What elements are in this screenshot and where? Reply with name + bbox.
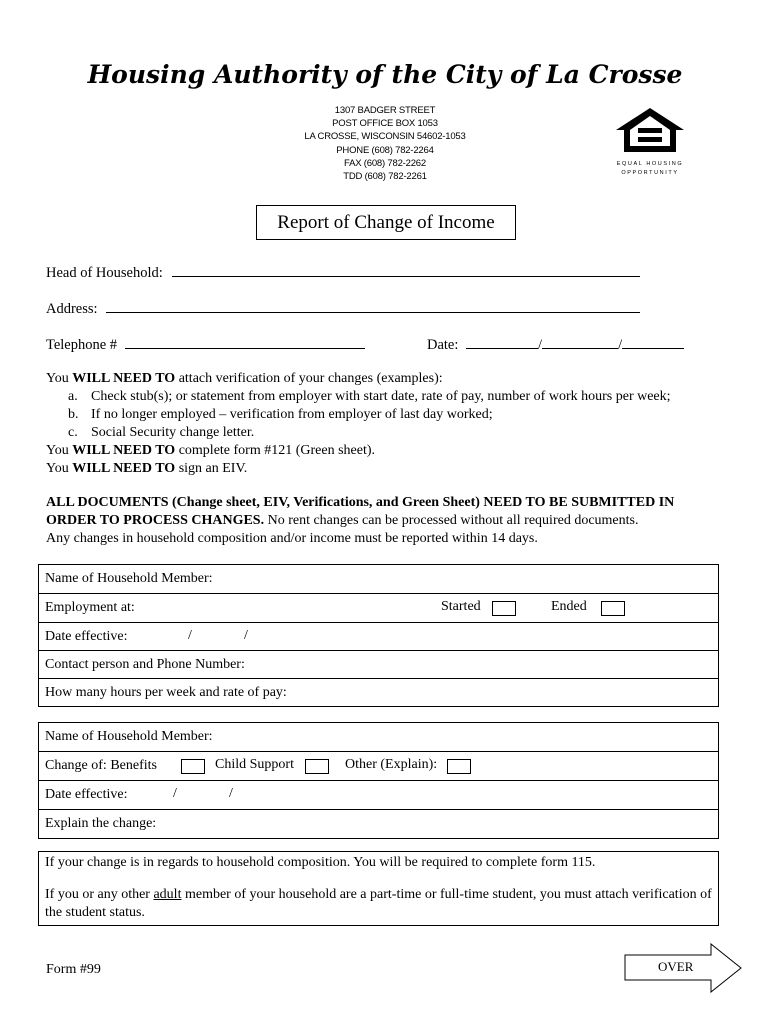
list-marker: b. — [68, 407, 79, 422]
logo-caption-2: OPPORTUNITY — [621, 170, 679, 176]
table-row — [39, 623, 718, 651]
address-line: 1307 BADGER STREET — [334, 105, 436, 116]
student-note — [45, 886, 712, 922]
org-title: Housing Authority of the City of La Crosse — [87, 60, 683, 89]
date-row — [427, 334, 684, 354]
address-line: LA CROSSE, WISCONSIN 54602-1053 — [304, 131, 466, 143]
benefits-checkbox[interactable] — [181, 759, 205, 774]
notice-line: Any changes in household composition and/or income must be reported within 14 days. — [46, 531, 538, 546]
date-separator: / — [618, 337, 623, 353]
head-of-household-field[interactable] — [172, 262, 640, 277]
composition-line: If your change is in regards to household composition. You will be required to complete form 115. — [45, 855, 596, 870]
head-of-household-row — [46, 262, 640, 282]
other-checkbox[interactable] — [447, 759, 471, 774]
address-row — [46, 298, 640, 318]
equal-housing-house-icon — [612, 106, 688, 154]
list-marker: c. — [68, 425, 78, 440]
notice-paragraph — [46, 494, 726, 530]
date-effective-label: Date effective: — [45, 787, 128, 802]
list-text: If no longer employed – verification from employer of last day worked; — [91, 407, 493, 422]
date-slash: / — [173, 786, 177, 801]
over-label: OVER — [658, 959, 694, 974]
member-name-label: Name of Household Member: — [45, 729, 213, 744]
instruction-text: attach verification of your changes (examples): — [175, 371, 443, 386]
table-row — [39, 752, 718, 781]
over-arrow — [624, 943, 744, 993]
change-table — [38, 722, 719, 839]
verification-list — [46, 388, 736, 442]
address-line: TDD (608) 782-2261 — [343, 171, 427, 183]
date-month-field[interactable] — [466, 334, 538, 349]
explain-label: Explain the change: — [45, 816, 157, 831]
child-support-checkbox[interactable] — [305, 759, 329, 774]
address-line: FAX (608) 782-2262 — [344, 157, 426, 169]
address-field[interactable] — [106, 298, 640, 313]
child-support-label: Child Support — [215, 757, 294, 772]
date-year-field[interactable] — [622, 334, 684, 349]
instruction-text: sign an EIV. — [175, 461, 248, 476]
instruction-bold: WILL NEED TO — [72, 461, 176, 476]
student-text: member of your household are a part-time or full-time student, you must attach verification of the student status. — [45, 887, 712, 920]
instruction-line — [46, 370, 736, 388]
date-slash: / — [188, 628, 192, 643]
instruction-line — [46, 442, 736, 460]
hours-label: How many hours per week and rate of pay: — [45, 684, 287, 700]
table-row — [39, 679, 718, 706]
address-block — [230, 104, 540, 183]
form-number: Form #99 — [46, 962, 101, 977]
notice-bold: ALL DOCUMENTS (Change sheet, EIV, Verifications, and Green Sheet) NEED TO BE SUBMITTED IN ORDER TO PROCESS CHANGES. — [46, 495, 675, 528]
list-marker: a. — [68, 389, 78, 404]
date-slash: / — [244, 628, 248, 643]
composition-note — [38, 851, 719, 926]
form-title: Report of Change of Income — [256, 205, 516, 240]
table-row — [39, 810, 718, 838]
address-line: POST OFFICE BOX 1053 — [332, 118, 438, 130]
instruction-text: You — [46, 461, 73, 476]
instruction-bold: WILL NEED TO — [72, 443, 176, 458]
documents-notice — [46, 494, 726, 548]
student-underline: adult — [153, 887, 182, 902]
date-separator: / — [538, 337, 543, 353]
address-line: PHONE (608) 782-2264 — [336, 144, 434, 156]
telephone-row — [46, 334, 365, 354]
other-label: Other (Explain): — [345, 757, 438, 772]
list-item — [46, 388, 736, 406]
table-row — [39, 781, 718, 810]
instruction-text: You — [46, 443, 73, 458]
instructions-block — [46, 370, 736, 478]
instruction-line — [46, 460, 736, 478]
instruction-text: You — [46, 371, 73, 386]
ended-checkbox[interactable] — [601, 601, 625, 616]
instruction-text: complete form #121 (Green sheet). — [175, 443, 376, 458]
date-day-field[interactable] — [542, 334, 618, 349]
list-text: Social Security change letter. — [91, 425, 255, 440]
telephone-label: Telephone # — [46, 337, 118, 353]
table-row — [39, 651, 718, 679]
student-text: If you or any other — [45, 887, 154, 902]
list-text: Check stub(s); or statement from employer with start date, rate of pay, number of work hours per week; — [91, 389, 671, 404]
table-row — [39, 723, 718, 752]
logo-caption-1: EQUAL HOUSING — [616, 161, 684, 167]
equal-housing-logo — [612, 106, 688, 177]
member-name-label: Name of Household Member: — [45, 571, 213, 586]
started-label: Started — [441, 599, 481, 614]
table-row — [39, 565, 718, 594]
date-label: Date: — [427, 337, 459, 353]
instruction-bold: WILL NEED TO — [72, 371, 176, 386]
employment-label: Employment at: — [45, 600, 135, 615]
started-checkbox[interactable] — [492, 601, 516, 616]
list-item — [46, 406, 736, 424]
change-of-label: Change of: Benefits — [45, 758, 157, 773]
date-slash: / — [229, 786, 233, 801]
head-of-household-label: Head of Household: — [46, 265, 163, 281]
employment-table — [38, 564, 719, 707]
address-label: Address: — [46, 301, 98, 317]
telephone-field[interactable] — [125, 334, 365, 349]
contact-label: Contact person and Phone Number: — [45, 656, 245, 672]
list-item — [46, 424, 736, 442]
date-effective-label: Date effective: — [45, 628, 128, 644]
table-row — [39, 594, 718, 623]
notice-text: No rent changes can be processed without all required documents. — [264, 513, 639, 528]
ended-label: Ended — [551, 599, 587, 614]
